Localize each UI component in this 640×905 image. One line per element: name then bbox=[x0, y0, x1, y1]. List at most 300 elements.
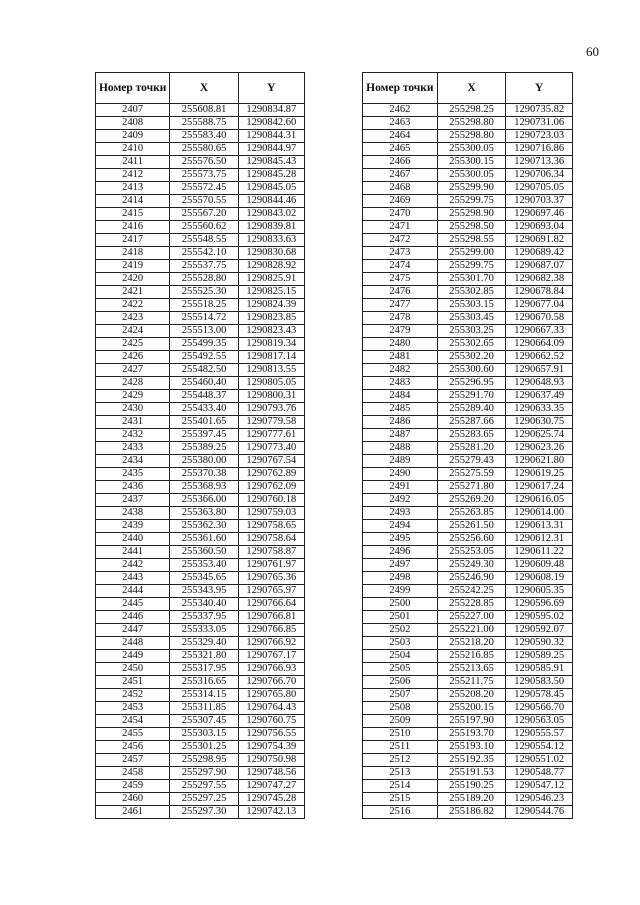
cell-x: 255368.93 bbox=[170, 481, 238, 494]
cell-x: 255186.82 bbox=[437, 806, 506, 819]
cell-y: 1290637.49 bbox=[506, 390, 573, 403]
cell-point-number: 2451 bbox=[96, 676, 170, 689]
cell-y: 1290765.36 bbox=[238, 572, 304, 585]
cell-point-number: 2444 bbox=[96, 585, 170, 598]
cell-y: 1290760.75 bbox=[238, 715, 304, 728]
table-row bbox=[96, 663, 305, 676]
table-row bbox=[363, 104, 573, 117]
cell-x: 255389.25 bbox=[170, 442, 238, 455]
cell-x: 255299.75 bbox=[437, 195, 506, 208]
cell-x: 255303.45 bbox=[437, 312, 506, 325]
cell-y: 1290762.89 bbox=[238, 468, 304, 481]
table-row bbox=[96, 416, 305, 429]
cell-point-number: 2414 bbox=[96, 195, 170, 208]
cell-point-number: 2412 bbox=[96, 169, 170, 182]
cell-x: 255314.15 bbox=[170, 689, 238, 702]
cell-y: 1290723.03 bbox=[506, 130, 573, 143]
cell-y: 1290828.92 bbox=[238, 260, 304, 273]
cell-point-number: 2492 bbox=[363, 494, 438, 507]
cell-point-number: 2437 bbox=[96, 494, 170, 507]
cell-y: 1290839.81 bbox=[238, 221, 304, 234]
table-row bbox=[96, 585, 305, 598]
table-row bbox=[96, 611, 305, 624]
table-row bbox=[363, 507, 573, 520]
cell-y: 1290777.61 bbox=[238, 429, 304, 442]
cell-y: 1290756.55 bbox=[238, 728, 304, 741]
cell-y: 1290748.56 bbox=[238, 767, 304, 780]
cell-y: 1290677.04 bbox=[506, 299, 573, 312]
cell-x: 255246.90 bbox=[437, 572, 506, 585]
table-row bbox=[363, 169, 573, 182]
table-row bbox=[363, 611, 573, 624]
table-row bbox=[363, 364, 573, 377]
cell-point-number: 2428 bbox=[96, 377, 170, 390]
cell-y: 1290823.85 bbox=[238, 312, 304, 325]
cell-point-number: 2458 bbox=[96, 767, 170, 780]
cell-x: 255298.25 bbox=[437, 104, 506, 117]
cell-point-number: 2456 bbox=[96, 741, 170, 754]
cell-point-number: 2514 bbox=[363, 780, 438, 793]
cell-point-number: 2430 bbox=[96, 403, 170, 416]
cell-y: 1290613.31 bbox=[506, 520, 573, 533]
table-row bbox=[363, 663, 573, 676]
cell-x: 255190.25 bbox=[437, 780, 506, 793]
cell-x: 255345.65 bbox=[170, 572, 238, 585]
cell-x: 255283.65 bbox=[437, 429, 506, 442]
cell-x: 255297.25 bbox=[170, 793, 238, 806]
cell-x: 255307.45 bbox=[170, 715, 238, 728]
table-row bbox=[96, 715, 305, 728]
cell-y: 1290706.34 bbox=[506, 169, 573, 182]
cell-y: 1290716.86 bbox=[506, 143, 573, 156]
cell-x: 255197.90 bbox=[437, 715, 506, 728]
cell-x: 255513.00 bbox=[170, 325, 238, 338]
cell-point-number: 2498 bbox=[363, 572, 438, 585]
cell-x: 255298.80 bbox=[437, 117, 506, 130]
table-row bbox=[96, 351, 305, 364]
table-row bbox=[96, 169, 305, 182]
table-row bbox=[96, 104, 305, 117]
cell-y: 1290551.02 bbox=[506, 754, 573, 767]
table-row bbox=[363, 442, 573, 455]
cell-y: 1290657.91 bbox=[506, 364, 573, 377]
cell-y: 1290664.09 bbox=[506, 338, 573, 351]
cell-x: 255518.25 bbox=[170, 299, 238, 312]
cell-point-number: 2441 bbox=[96, 546, 170, 559]
cell-point-number: 2445 bbox=[96, 598, 170, 611]
cell-x: 255333.05 bbox=[170, 624, 238, 637]
table-row bbox=[96, 442, 305, 455]
cell-point-number: 2435 bbox=[96, 468, 170, 481]
cell-y: 1290844.46 bbox=[238, 195, 304, 208]
cell-point-number: 2453 bbox=[96, 702, 170, 715]
cell-y: 1290735.82 bbox=[506, 104, 573, 117]
table-row bbox=[363, 767, 573, 780]
cell-point-number: 2457 bbox=[96, 754, 170, 767]
table-row bbox=[96, 429, 305, 442]
cell-y: 1290605.35 bbox=[506, 585, 573, 598]
cell-point-number: 2463 bbox=[363, 117, 438, 130]
cell-y: 1290767.54 bbox=[238, 455, 304, 468]
cell-point-number: 2471 bbox=[363, 221, 438, 234]
cell-point-number: 2485 bbox=[363, 403, 438, 416]
cell-x: 255363.80 bbox=[170, 507, 238, 520]
table-row bbox=[363, 481, 573, 494]
header-y: Y bbox=[238, 73, 304, 104]
header-x: X bbox=[437, 73, 506, 104]
cell-y: 1290758.65 bbox=[238, 520, 304, 533]
cell-x: 255460.40 bbox=[170, 377, 238, 390]
cell-x: 255297.90 bbox=[170, 767, 238, 780]
cell-y: 1290762.09 bbox=[238, 481, 304, 494]
cell-y: 1290754.39 bbox=[238, 741, 304, 754]
cell-y: 1290621.80 bbox=[506, 455, 573, 468]
cell-point-number: 2499 bbox=[363, 585, 438, 598]
cell-x: 255279.43 bbox=[437, 455, 506, 468]
cell-point-number: 2481 bbox=[363, 351, 438, 364]
cell-x: 255192.35 bbox=[437, 754, 506, 767]
table-row bbox=[363, 416, 573, 429]
table-row bbox=[363, 676, 573, 689]
cell-y: 1290625.74 bbox=[506, 429, 573, 442]
cell-y: 1290767.17 bbox=[238, 650, 304, 663]
cell-x: 255301.25 bbox=[170, 741, 238, 754]
cell-y: 1290623.26 bbox=[506, 442, 573, 455]
cell-point-number: 2493 bbox=[363, 507, 438, 520]
header-point-number: Номер точки bbox=[363, 73, 438, 104]
cell-y: 1290563.05 bbox=[506, 715, 573, 728]
cell-point-number: 2477 bbox=[363, 299, 438, 312]
table-row bbox=[363, 286, 573, 299]
cell-x: 255213.65 bbox=[437, 663, 506, 676]
cell-x: 255499.35 bbox=[170, 338, 238, 351]
cell-point-number: 2487 bbox=[363, 429, 438, 442]
table-row bbox=[96, 208, 305, 221]
cell-point-number: 2431 bbox=[96, 416, 170, 429]
table-row bbox=[96, 767, 305, 780]
cell-point-number: 2413 bbox=[96, 182, 170, 195]
cell-point-number: 2429 bbox=[96, 390, 170, 403]
cell-point-number: 2416 bbox=[96, 221, 170, 234]
cell-x: 255298.90 bbox=[437, 208, 506, 221]
table-row bbox=[363, 715, 573, 728]
table-row bbox=[363, 429, 573, 442]
cell-y: 1290842.60 bbox=[238, 117, 304, 130]
cell-y: 1290745.28 bbox=[238, 793, 304, 806]
cell-y: 1290554.12 bbox=[506, 741, 573, 754]
table-row bbox=[363, 260, 573, 273]
cell-point-number: 2460 bbox=[96, 793, 170, 806]
cell-y: 1290766.64 bbox=[238, 598, 304, 611]
cell-x: 255340.40 bbox=[170, 598, 238, 611]
cell-point-number: 2465 bbox=[363, 143, 438, 156]
cell-y: 1290595.02 bbox=[506, 611, 573, 624]
cell-x: 255482.50 bbox=[170, 364, 238, 377]
cell-y: 1290830.68 bbox=[238, 247, 304, 260]
cell-y: 1290633.35 bbox=[506, 403, 573, 416]
cell-x: 255221.00 bbox=[437, 624, 506, 637]
cell-x: 255298.55 bbox=[437, 234, 506, 247]
cell-point-number: 2436 bbox=[96, 481, 170, 494]
cell-y: 1290585.91 bbox=[506, 663, 573, 676]
cell-x: 255303.15 bbox=[437, 299, 506, 312]
cell-point-number: 2462 bbox=[363, 104, 438, 117]
cell-x: 255297.30 bbox=[170, 806, 238, 819]
table-row bbox=[96, 299, 305, 312]
cell-y: 1290833.63 bbox=[238, 234, 304, 247]
cell-point-number: 2504 bbox=[363, 650, 438, 663]
cell-point-number: 2506 bbox=[363, 676, 438, 689]
cell-point-number: 2500 bbox=[363, 598, 438, 611]
cell-x: 255249.30 bbox=[437, 559, 506, 572]
cell-x: 255337.95 bbox=[170, 611, 238, 624]
cell-y: 1290546.23 bbox=[506, 793, 573, 806]
cell-y: 1290596.69 bbox=[506, 598, 573, 611]
cell-point-number: 2486 bbox=[363, 416, 438, 429]
cell-x: 255492.55 bbox=[170, 351, 238, 364]
cell-y: 1290583.50 bbox=[506, 676, 573, 689]
cell-point-number: 2468 bbox=[363, 182, 438, 195]
cell-x: 255567.20 bbox=[170, 208, 238, 221]
cell-x: 255227.00 bbox=[437, 611, 506, 624]
table-row bbox=[363, 546, 573, 559]
table-row bbox=[96, 520, 305, 533]
table-row bbox=[363, 624, 573, 637]
cell-point-number: 2497 bbox=[363, 559, 438, 572]
cell-point-number: 2503 bbox=[363, 637, 438, 650]
table-row bbox=[363, 728, 573, 741]
cell-x: 255433.40 bbox=[170, 403, 238, 416]
cell-y: 1290825.91 bbox=[238, 273, 304, 286]
cell-point-number: 2426 bbox=[96, 351, 170, 364]
cell-y: 1290544.76 bbox=[506, 806, 573, 819]
cell-y: 1290691.82 bbox=[506, 234, 573, 247]
cell-y: 1290759.03 bbox=[238, 507, 304, 520]
table-row bbox=[96, 325, 305, 338]
table-row bbox=[96, 377, 305, 390]
cell-y: 1290765.80 bbox=[238, 689, 304, 702]
table-row bbox=[96, 741, 305, 754]
cell-x: 255301.70 bbox=[437, 273, 506, 286]
cell-point-number: 2496 bbox=[363, 546, 438, 559]
cell-point-number: 2507 bbox=[363, 689, 438, 702]
table-row bbox=[363, 494, 573, 507]
cell-x: 255380.00 bbox=[170, 455, 238, 468]
cell-y: 1290758.87 bbox=[238, 546, 304, 559]
table-row bbox=[363, 208, 573, 221]
table-row bbox=[363, 780, 573, 793]
cell-point-number: 2452 bbox=[96, 689, 170, 702]
cell-x: 255525.30 bbox=[170, 286, 238, 299]
cell-y: 1290731.06 bbox=[506, 117, 573, 130]
table-row bbox=[96, 364, 305, 377]
cell-point-number: 2420 bbox=[96, 273, 170, 286]
table-row bbox=[363, 299, 573, 312]
table-row bbox=[96, 260, 305, 273]
table-row bbox=[96, 455, 305, 468]
table-row bbox=[363, 117, 573, 130]
cell-point-number: 2419 bbox=[96, 260, 170, 273]
table-row bbox=[363, 377, 573, 390]
cell-y: 1290547.12 bbox=[506, 780, 573, 793]
table-row bbox=[363, 182, 573, 195]
cell-point-number: 2424 bbox=[96, 325, 170, 338]
cell-point-number: 2495 bbox=[363, 533, 438, 546]
cell-point-number: 2483 bbox=[363, 377, 438, 390]
cell-point-number: 2509 bbox=[363, 715, 438, 728]
cell-y: 1290750.98 bbox=[238, 754, 304, 767]
cell-x: 255191.53 bbox=[437, 767, 506, 780]
table-row bbox=[363, 793, 573, 806]
cell-x: 255572.45 bbox=[170, 182, 238, 195]
table-row bbox=[363, 533, 573, 546]
cell-y: 1290693.04 bbox=[506, 221, 573, 234]
cell-x: 255242.25 bbox=[437, 585, 506, 598]
table-row bbox=[96, 754, 305, 767]
cell-x: 255287.66 bbox=[437, 416, 506, 429]
cell-x: 255298.50 bbox=[437, 221, 506, 234]
cell-x: 255583.40 bbox=[170, 130, 238, 143]
cell-x: 255311.85 bbox=[170, 702, 238, 715]
table-row bbox=[96, 182, 305, 195]
table-row bbox=[96, 572, 305, 585]
cell-y: 1290614.00 bbox=[506, 507, 573, 520]
cell-y: 1290813.55 bbox=[238, 364, 304, 377]
table-row bbox=[363, 702, 573, 715]
table-row bbox=[96, 624, 305, 637]
table-row bbox=[96, 403, 305, 416]
cell-y: 1290589.25 bbox=[506, 650, 573, 663]
cell-x: 255588.75 bbox=[170, 117, 238, 130]
cell-point-number: 2475 bbox=[363, 273, 438, 286]
cell-y: 1290825.15 bbox=[238, 286, 304, 299]
cell-y: 1290845.43 bbox=[238, 156, 304, 169]
cell-point-number: 2516 bbox=[363, 806, 438, 819]
cell-y: 1290800.31 bbox=[238, 390, 304, 403]
table-row bbox=[96, 195, 305, 208]
cell-x: 255281.20 bbox=[437, 442, 506, 455]
cell-x: 255256.60 bbox=[437, 533, 506, 546]
cell-point-number: 2422 bbox=[96, 299, 170, 312]
table-row bbox=[96, 312, 305, 325]
table-row bbox=[96, 546, 305, 559]
cell-x: 255573.75 bbox=[170, 169, 238, 182]
table-row bbox=[96, 143, 305, 156]
cell-y: 1290844.97 bbox=[238, 143, 304, 156]
cell-x: 255570.55 bbox=[170, 195, 238, 208]
cell-point-number: 2454 bbox=[96, 715, 170, 728]
cell-x: 255200.15 bbox=[437, 702, 506, 715]
cell-x: 255299.75 bbox=[437, 260, 506, 273]
cell-point-number: 2418 bbox=[96, 247, 170, 260]
table-row bbox=[96, 702, 305, 715]
cell-point-number: 2459 bbox=[96, 780, 170, 793]
cell-x: 255303.25 bbox=[437, 325, 506, 338]
cell-point-number: 2510 bbox=[363, 728, 438, 741]
cell-point-number: 2476 bbox=[363, 286, 438, 299]
coordinates-table-right bbox=[362, 72, 573, 819]
cell-x: 255448.37 bbox=[170, 390, 238, 403]
cell-y: 1290548.77 bbox=[506, 767, 573, 780]
cell-point-number: 2417 bbox=[96, 234, 170, 247]
cell-point-number: 2439 bbox=[96, 520, 170, 533]
cell-y: 1290805.05 bbox=[238, 377, 304, 390]
table-row bbox=[96, 390, 305, 403]
cell-point-number: 2448 bbox=[96, 637, 170, 650]
cell-point-number: 2438 bbox=[96, 507, 170, 520]
cell-x: 255300.15 bbox=[437, 156, 506, 169]
cell-y: 1290824.39 bbox=[238, 299, 304, 312]
cell-point-number: 2502 bbox=[363, 624, 438, 637]
cell-x: 255193.10 bbox=[437, 741, 506, 754]
cell-x: 255261.50 bbox=[437, 520, 506, 533]
table-row bbox=[363, 130, 573, 143]
header-point-number: Номер точки bbox=[96, 73, 170, 104]
cell-point-number: 2501 bbox=[363, 611, 438, 624]
cell-y: 1290592.07 bbox=[506, 624, 573, 637]
cell-point-number: 2464 bbox=[363, 130, 438, 143]
cell-point-number: 2482 bbox=[363, 364, 438, 377]
cell-point-number: 2474 bbox=[363, 260, 438, 273]
table-row bbox=[96, 156, 305, 169]
cell-x: 255302.20 bbox=[437, 351, 506, 364]
cell-y: 1290617.24 bbox=[506, 481, 573, 494]
cell-point-number: 2461 bbox=[96, 806, 170, 819]
table-row bbox=[363, 156, 573, 169]
cell-x: 255228.85 bbox=[437, 598, 506, 611]
cell-point-number: 2466 bbox=[363, 156, 438, 169]
cell-point-number: 2469 bbox=[363, 195, 438, 208]
cell-point-number: 2443 bbox=[96, 572, 170, 585]
cell-point-number: 2479 bbox=[363, 325, 438, 338]
cell-y: 1290616.05 bbox=[506, 494, 573, 507]
cell-x: 255299.00 bbox=[437, 247, 506, 260]
cell-y: 1290678.84 bbox=[506, 286, 573, 299]
cell-y: 1290648.93 bbox=[506, 377, 573, 390]
cell-point-number: 2427 bbox=[96, 364, 170, 377]
cell-y: 1290697.46 bbox=[506, 208, 573, 221]
cell-y: 1290766.70 bbox=[238, 676, 304, 689]
cell-x: 255608.81 bbox=[170, 104, 238, 117]
cell-point-number: 2494 bbox=[363, 520, 438, 533]
cell-x: 255193.70 bbox=[437, 728, 506, 741]
cell-point-number: 2434 bbox=[96, 455, 170, 468]
table-row bbox=[96, 533, 305, 546]
cell-point-number: 2425 bbox=[96, 338, 170, 351]
cell-point-number: 2472 bbox=[363, 234, 438, 247]
cell-x: 255542.10 bbox=[170, 247, 238, 260]
cell-y: 1290689.42 bbox=[506, 247, 573, 260]
cell-x: 255269.20 bbox=[437, 494, 506, 507]
page-number: 60 bbox=[586, 44, 599, 59]
cell-point-number: 2408 bbox=[96, 117, 170, 130]
table-row bbox=[363, 520, 573, 533]
cell-x: 255218.20 bbox=[437, 637, 506, 650]
cell-point-number: 2490 bbox=[363, 468, 438, 481]
cell-y: 1290823.43 bbox=[238, 325, 304, 338]
cell-point-number: 2423 bbox=[96, 312, 170, 325]
table-row bbox=[363, 455, 573, 468]
cell-x: 255300.05 bbox=[437, 143, 506, 156]
cell-y: 1290764.43 bbox=[238, 702, 304, 715]
cell-point-number: 2442 bbox=[96, 559, 170, 572]
table-row bbox=[363, 325, 573, 338]
cell-y: 1290590.32 bbox=[506, 637, 573, 650]
cell-x: 255296.95 bbox=[437, 377, 506, 390]
cell-point-number: 2484 bbox=[363, 390, 438, 403]
cell-point-number: 2488 bbox=[363, 442, 438, 455]
cell-x: 255189.20 bbox=[437, 793, 506, 806]
